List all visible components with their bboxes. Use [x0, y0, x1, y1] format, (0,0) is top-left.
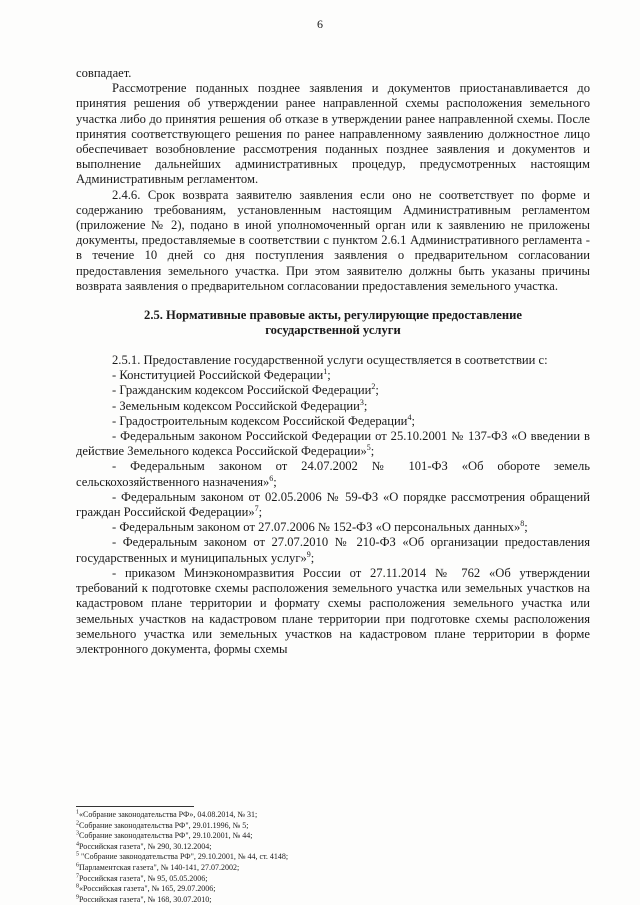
- section-heading-line: 2.5. Нормативные правовые акты, регулирующие предоставление: [144, 308, 522, 323]
- list-item: - Градостроительным кодексом Российской Федерации$^4$;: [112, 412, 415, 428]
- footnote: $^7$Российская газета", № 95, 05.05.2006;: [76, 872, 208, 883]
- list-item: - Федеральным законом от 24.07.2002 № 101-ФЗ «Об обороте земель сельскохозяйственного назначения»$^6$;: [76, 459, 590, 489]
- page-number: 6: [317, 17, 323, 31]
- list-item: - Земельным кодексом Российской Федерации$^3$;: [112, 397, 368, 413]
- footnote-ref: 8: [520, 519, 525, 529]
- list-item: - Гражданским кодексом Российской Федерации$^2$;: [112, 382, 379, 398]
- footnote-ref: 5: [366, 443, 371, 453]
- paragraph: 2.4.6. Срок возврата заявителю заявления если оно не соответствует по форме и содержанию требованиям, установленным настоящим Административным регламентом (приложение № 2), подано в иной уполномоченный орган или к заявлению не приложены документы, предоставляемые в соответствии с пунктом 2.6.1 Административного регламента - в течение 10 дней со дня поступления заявления о предварительном согласовании предоставления земельного участка. При этом заявителю должны быть указаны причины возврата заявления о предварительном согласовании предоставления земельного участка.: [76, 187, 590, 293]
- footnote: $^6$Парламентская газета", № 140-141, 27.07.2002;: [76, 862, 240, 872]
- list-item: - приказом Минэкономразвития России от 27.11.2014 № 762 «Об утверждении требований к подготовке схемы расположения земельного участка или земельных участков на кадастровом плане территории и формату схемы расположения земельного участка или земельных участков на кадастровом плане территории при подготовке схемы расположения земельного участка или земельных участков на кадастровом плане территории в форме электронного документа, формы схемы: [76, 565, 590, 656]
- footnote: $^1$«Собрание законодательства РФ», 04.08.2014, № 31;: [76, 809, 258, 819]
- section-heading-line: государственной услуги: [265, 323, 401, 338]
- footnote: $^8$«Российская газета", № 165, 29.07.2006;: [76, 883, 216, 894]
- list-item: - Федеральным законом от 02.05.2006 № 59-ФЗ «О порядке рассмотрения обращений граждан Российской Федерации»$^7$;: [76, 489, 590, 520]
- section-heading: [76, 308, 590, 338]
- footnote-ref: 6: [269, 473, 274, 483]
- paragraph: совпадает.: [76, 66, 132, 80]
- footnote: $^9$Российская газета", № 168, 30.07.2010;: [76, 894, 212, 904]
- footnote-ref: 9: [306, 549, 311, 559]
- footnote-ref: 3: [359, 397, 364, 407]
- footnote-divider: [76, 806, 194, 807]
- footnote: $^2$Собрание законодательства РФ", 29.01.1996, № 5;: [76, 819, 249, 830]
- document-body: [76, 66, 590, 657]
- list-item: - Федеральным законом от 27.07.2006 № 152-ФЗ «О персональных данных»$^8$;: [112, 519, 528, 535]
- footnote: $^3$Собрание законодательства РФ", 29.10.2001, № 44;: [76, 830, 253, 841]
- paragraph: Рассмотрение поданных позднее заявления и документов приостанавливается до принятия решения об утверждении ранее направленной схемы расположения земельного участка либо до принятия решения об отказе в утверждении ранее направленной схемы. После принятия соответствующего решения по ранее направленному заявлению должностное лицо обеспечивает возобновление рассмотрения поданных позднее заявления и документов и выполнение дальнейших административных процедур, предусмотренных настоящим Административным регламентом.: [76, 81, 590, 187]
- list-item: - Федеральным законом Российской Федерации от 25.10.2001 № 137-ФЗ «О введении в действие Земельного кодекса Российской Федерации»$^5$;: [76, 429, 590, 459]
- footnotes: [76, 810, 516, 905]
- footnote-ref: 2: [371, 382, 376, 392]
- footnote: $^4$Российская газета", № 290, 30.12.2004;: [76, 841, 212, 851]
- list-item: - Федеральным законом от 27.07.2010 № 210-ФЗ «Об организации предоставления государственных и муниципальных услуг»$^9$;: [76, 535, 590, 565]
- list-intro: 2.5.1. Предоставление государственной услуги осуществляется в соответствии с:: [112, 353, 548, 368]
- list-item: - Конституцией Российской Федерации$^1$;: [112, 367, 331, 383]
- footnote-ref: 1: [323, 367, 328, 377]
- footnote-ref: 4: [407, 412, 412, 422]
- footnote: $^5$ "Собрание законодательства РФ", 29.10.2001, № 44, ст. 4148;: [76, 851, 289, 862]
- footnote-ref: 7: [254, 503, 259, 513]
